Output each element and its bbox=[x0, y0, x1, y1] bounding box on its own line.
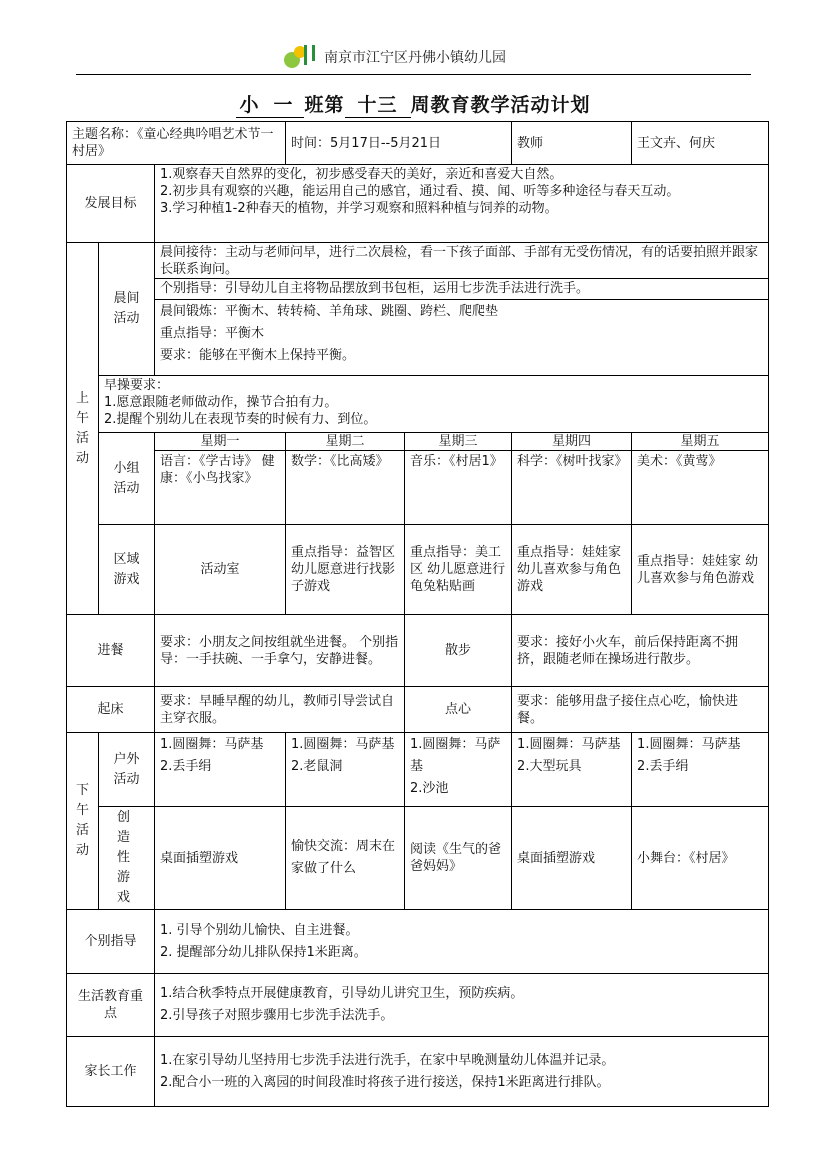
parents-label: 家长工作 bbox=[67, 1037, 155, 1107]
outdoor-fri-2: 2.丢手绢 bbox=[637, 759, 689, 774]
meal-label: 进餐 bbox=[67, 615, 155, 687]
group-label: 小组活动 bbox=[113, 460, 140, 496]
life-item-1: 1.结合秋季特点开展健康教育，引导幼儿讲究卫生，预防疾病。 bbox=[160, 986, 524, 1001]
outdoor-wed-1: 1.圆圈舞：马萨基 bbox=[410, 737, 501, 774]
snack-label: 点心 bbox=[405, 687, 512, 733]
outdoor-fri-1: 1.圆圈舞：马萨基 bbox=[637, 737, 741, 752]
group-fri bbox=[632, 433, 769, 525]
drill-item-1: 1.愿意跟随老师做动作，操节合拍有力。 bbox=[104, 395, 338, 410]
teacher-names: 王文卉、何庆 bbox=[632, 122, 769, 165]
walk-label: 散步 bbox=[405, 615, 512, 687]
goal-2: 2.初步具有观察的兴趣，能运用自己的感官，通过看、摸、闻、听等多种途径与春天互动。 bbox=[160, 184, 680, 199]
area-label-cell bbox=[99, 525, 155, 615]
area-label: 区域游戏 bbox=[113, 551, 140, 587]
creative-label: 创造性游戏 bbox=[116, 810, 136, 905]
afternoon-label: 下午活动 bbox=[75, 783, 89, 858]
afternoon-label-cell bbox=[67, 733, 99, 910]
morning-act-label: 晨间活动 bbox=[113, 291, 140, 326]
creative-thu: 桌面插塑游戏 bbox=[512, 807, 632, 910]
creative-wed: 阅读《生气的爸爸妈妈》 bbox=[405, 807, 512, 910]
morning-label: 上午活动 bbox=[75, 390, 89, 466]
day-mon: 星期一 bbox=[155, 433, 285, 451]
parents-item-1: 1.在家引导幼儿坚持用七步洗手法进行洗手，在家中早晚测量幼儿体温并记录。 bbox=[160, 1052, 615, 1068]
individual-guide-label: 个别指导 bbox=[67, 910, 155, 974]
morning-label-cell bbox=[67, 243, 99, 615]
area-mon: 活动室 bbox=[155, 525, 286, 615]
group-wed bbox=[405, 433, 512, 525]
wake-text: 要求：早睡早醒的幼儿，教师引导尝试自主穿衣服。 bbox=[155, 687, 405, 733]
individual-guide-content bbox=[155, 910, 769, 974]
theme-cell: 主题名称：《童心经典吟唱艺术节一村居》 bbox=[67, 122, 286, 165]
group-wed-text: 音乐：《村居1》 bbox=[410, 454, 503, 469]
day-wed: 星期三 bbox=[405, 433, 511, 451]
life-content bbox=[155, 974, 769, 1037]
group-tue-text: 数学：《比高矮》 bbox=[291, 454, 389, 469]
outdoor-thu-2: 2.大型玩具 bbox=[517, 759, 582, 774]
area-fri: 重点指导：娃娃家 幼儿喜欢参与角色游戏 bbox=[632, 525, 769, 615]
group-mon-text: 语言：《学古诗》 健康：《小鸟找家》 bbox=[160, 454, 275, 486]
outdoor-fri bbox=[632, 733, 769, 807]
life-item-2: 2.引导孩子对照步骤用七步洗手法洗手。 bbox=[160, 1008, 394, 1023]
life-label: 生活教育重点 bbox=[67, 974, 155, 1037]
title-week-number: 十三 bbox=[345, 90, 411, 118]
walk-text: 要求：接好小火车，前后保持距离不拥挤，跟随老师在操场进行散步。 bbox=[512, 615, 769, 687]
title-class-number: 一 bbox=[262, 90, 304, 118]
exercise-text: 晨间锻炼：平衡木、转转椅、羊角球、跳圈、跨栏、爬爬垫 bbox=[160, 304, 499, 319]
creative-label-cell bbox=[99, 807, 155, 910]
drill-item-2: 2.提醒个别幼儿在表现节奏的时候有力、到位。 bbox=[104, 412, 377, 427]
parents-item-2: 2.配合小一班的入离园的时间段准时将孩子进行接送，保持1米距离进行排队。 bbox=[160, 1074, 610, 1090]
snack-text: 要求：能够用盘子接住点心吃，愉快进餐。 bbox=[512, 687, 769, 733]
outdoor-thu bbox=[512, 733, 632, 807]
wake-label: 起床 bbox=[67, 687, 155, 733]
drill-cell bbox=[99, 376, 769, 433]
goals-label: 发展目标 bbox=[67, 165, 155, 243]
outdoor-wed-2: 2.沙池 bbox=[410, 781, 449, 796]
plan-table bbox=[66, 121, 769, 1107]
area-thu: 重点指导：娃娃家 幼儿喜欢参与角色游戏 bbox=[512, 525, 632, 615]
outdoor-label-cell bbox=[99, 733, 155, 807]
title-text-2: 周教育教学活动计划 bbox=[410, 94, 591, 116]
outdoor-thu-1: 1.圆圈舞：马萨基 bbox=[517, 737, 621, 752]
group-thu-text: 科学：《树叶找家》 bbox=[517, 454, 628, 469]
exercise-cell bbox=[155, 300, 769, 376]
title-class-prefix: 小 bbox=[236, 90, 262, 118]
group-mon bbox=[155, 433, 286, 525]
reception-text: 晨间接待：主动与老师问早，进行二次晨检，看一下孩子面部、手部有无受伤情况，有的话要拍照并跟家长联系询问。 bbox=[160, 245, 759, 277]
school-logo-icon bbox=[282, 44, 318, 70]
goals-content bbox=[155, 165, 769, 243]
day-fri: 星期五 bbox=[632, 433, 768, 451]
outdoor-tue-1: 1.圆圈舞：马萨基 bbox=[291, 737, 395, 752]
parents-content bbox=[155, 1037, 769, 1107]
drill-title: 早操要求： bbox=[104, 378, 170, 393]
outdoor-wed bbox=[405, 733, 512, 807]
time-cell: 时间：5月17日--5月21日 bbox=[286, 122, 512, 165]
individual-guide-1: 1. 引导个别幼儿愉快、自主进餐。 bbox=[160, 922, 359, 938]
title-text-1: 班第 bbox=[304, 94, 345, 116]
school-name: 南京市江宁区丹佛小镇幼儿园 bbox=[324, 50, 506, 66]
header-divider bbox=[76, 74, 751, 75]
outdoor-tue-2: 2.老鼠洞 bbox=[291, 759, 343, 774]
school-header bbox=[282, 44, 506, 70]
area-tue: 重点指导：益智区 幼儿愿意进行找影子游戏 bbox=[286, 525, 405, 615]
group-label-cell bbox=[99, 433, 155, 525]
area-wed: 重点指导：美工区 幼儿愿意进行龟兔粘贴画 bbox=[405, 525, 512, 615]
group-thu bbox=[512, 433, 632, 525]
exercise-req: 要求：能够在平衡木上保持平衡。 bbox=[160, 348, 356, 363]
teacher-label: 教师 bbox=[512, 122, 632, 165]
group-tue bbox=[286, 433, 405, 525]
outdoor-mon bbox=[155, 733, 286, 807]
day-tue: 星期二 bbox=[286, 433, 404, 451]
exercise-key: 重点指导：平衡木 bbox=[160, 326, 265, 341]
creative-mon: 桌面插塑游戏 bbox=[155, 807, 286, 910]
reception-cell bbox=[155, 243, 769, 300]
group-fri-text: 美术：《黄莺》 bbox=[637, 454, 722, 469]
individual-text: 个别指导：引导幼儿自主将物品摆放到书包柜，运用七步洗手法进行洗手。 bbox=[155, 278, 768, 298]
outdoor-label: 户外活动 bbox=[113, 751, 140, 787]
individual-guide-2: 2. 提醒部分幼儿排队保持1米距离。 bbox=[160, 944, 367, 960]
outdoor-mon-2: 2.丢手绢 bbox=[160, 759, 212, 774]
goal-3: 3.学习种植1-2种春天的植物，并学习观察和照料种植与饲养的动物。 bbox=[160, 201, 558, 216]
meal-text: 要求：小朋友之间按组就坐进餐。 个别指导：一手扶碗、一手拿勺，安静进餐。 bbox=[155, 615, 405, 687]
goal-1: 1.观察春天自然界的变化，初步感受春天的美好，亲近和喜爱大自然。 bbox=[160, 167, 563, 182]
outdoor-tue bbox=[286, 733, 405, 807]
outdoor-mon-1: 1.圆圈舞：马萨基 bbox=[160, 737, 264, 752]
creative-fri: 小舞台：《村居》 bbox=[632, 807, 769, 910]
creative-tue: 愉快交流：周末在家做了什么 bbox=[286, 807, 405, 910]
day-thu: 星期四 bbox=[512, 433, 631, 451]
morning-act-label-cell bbox=[99, 243, 155, 376]
page-title bbox=[0, 90, 827, 118]
